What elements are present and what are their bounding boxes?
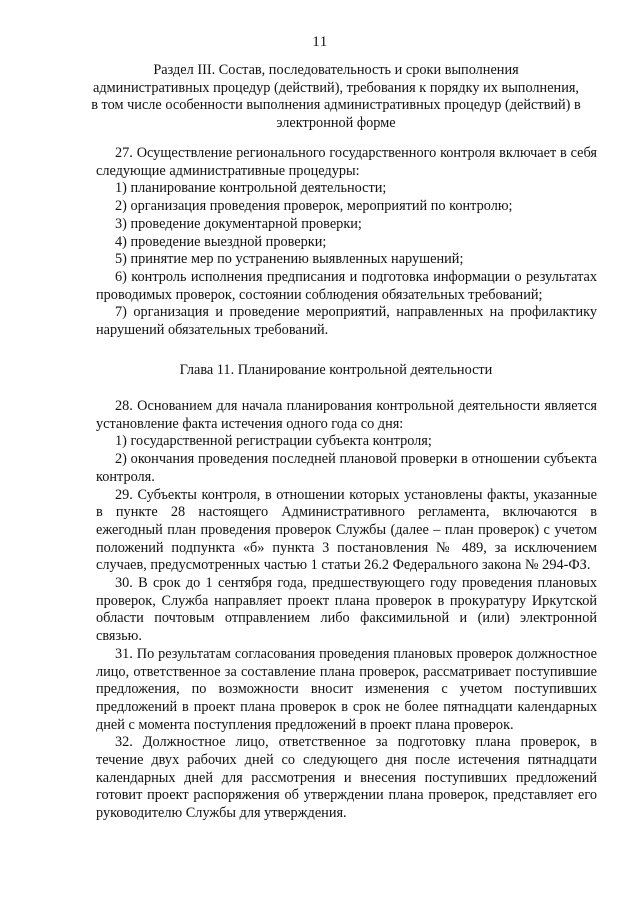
list-item: 7) организация и проведение мероприятий, направленных на профилактику нарушений обязательных требований.	[96, 304, 597, 339]
section-title	[86, 62, 586, 132]
procedures-block	[96, 145, 597, 340]
list-item: 4) проведение выездной проверки;	[115, 233, 327, 250]
paragraph-29: 29. Субъекты контроля, в отношении которых установлены факты, указанные в пункте 28 настоящего Административного регламента, включаются в ежегодный план проведения проверок Службы (далее – план проверок) с учетом положений подпункта «б» пункта 3 постановления № 489, за исключением случаев, предусмотренных частью 1 статьи 26.2 Федерального закона № 294-ФЗ.	[96, 486, 597, 574]
list-item: 1) планирование контрольной деятельности;	[115, 180, 387, 197]
section-title-line: административных процедур (действий), требования к порядку их выполнения,	[92, 79, 580, 96]
page-number: 11	[312, 34, 328, 50]
paragraph-31: 31. По результатам согласования проведения плановых проверок должностное лицо, ответственное за составление плана проверок, рассматривает поступившие предложения, по возможности вносит изменения с учетом поступивших предложений в проект плана проверок в срок не более пятнадцати календарных дней с момента поступления предложений в проект плана проверок.	[96, 645, 597, 733]
section-title-line: Раздел III. Состав, последовательность и сроки выполнения	[153, 62, 519, 78]
list-item: 6) контроль исполнения предписания и подготовка информации о результатах проводимых проверок, состоянии соблюдения обязательных требований;	[96, 268, 597, 303]
list-item: 1) государственной регистрации субъекта контроля;	[115, 433, 432, 450]
section-title-line: в том числе особенности выполнения административных процедур (действий) в	[91, 97, 581, 114]
paragraph-30: 30. В срок до 1 сентября года, предшествующего году проведения плановых проверок, Служба направляет проект плана проверок в прокуратуру Иркутской области почтовым отправлением либо факсимильной и (или) электронной связью.	[96, 575, 597, 645]
list-item: 3) проведение документарной проверки;	[115, 215, 362, 232]
paragraph-32: 32. Должностное лицо, ответственное за подготовку плана проверок, в течение двух рабочих дней со следующего дня после истечения пятнадцати календарных дней для рассмотрения и внесения поступивших предложений готовит проект распоряжения об утверждении плана проверок, представляет его руководителю Службы для утверждения.	[96, 734, 597, 822]
chapter-title: Глава 11. Планирование контрольной деятельности	[179, 362, 493, 378]
list-item: 2) окончания проведения последней плановой проверки в отношении субъекта контроля.	[96, 451, 597, 485]
paragraph-28: 28. Основанием для начала планирования контрольной деятельности является установление факта истечения одного года со дня:	[96, 398, 597, 432]
list-item: 5) принятие мер по устранению выявленных нарушений;	[115, 251, 464, 268]
list-item: 2) организация проведения проверок, мероприятий по контролю;	[115, 198, 513, 215]
planning-block	[96, 398, 597, 823]
section-title-line: электронной форме	[276, 114, 396, 131]
paragraph-27: 27. Осуществление регионального государственного контроля включает в себя следующие административные процедуры:	[96, 145, 597, 179]
